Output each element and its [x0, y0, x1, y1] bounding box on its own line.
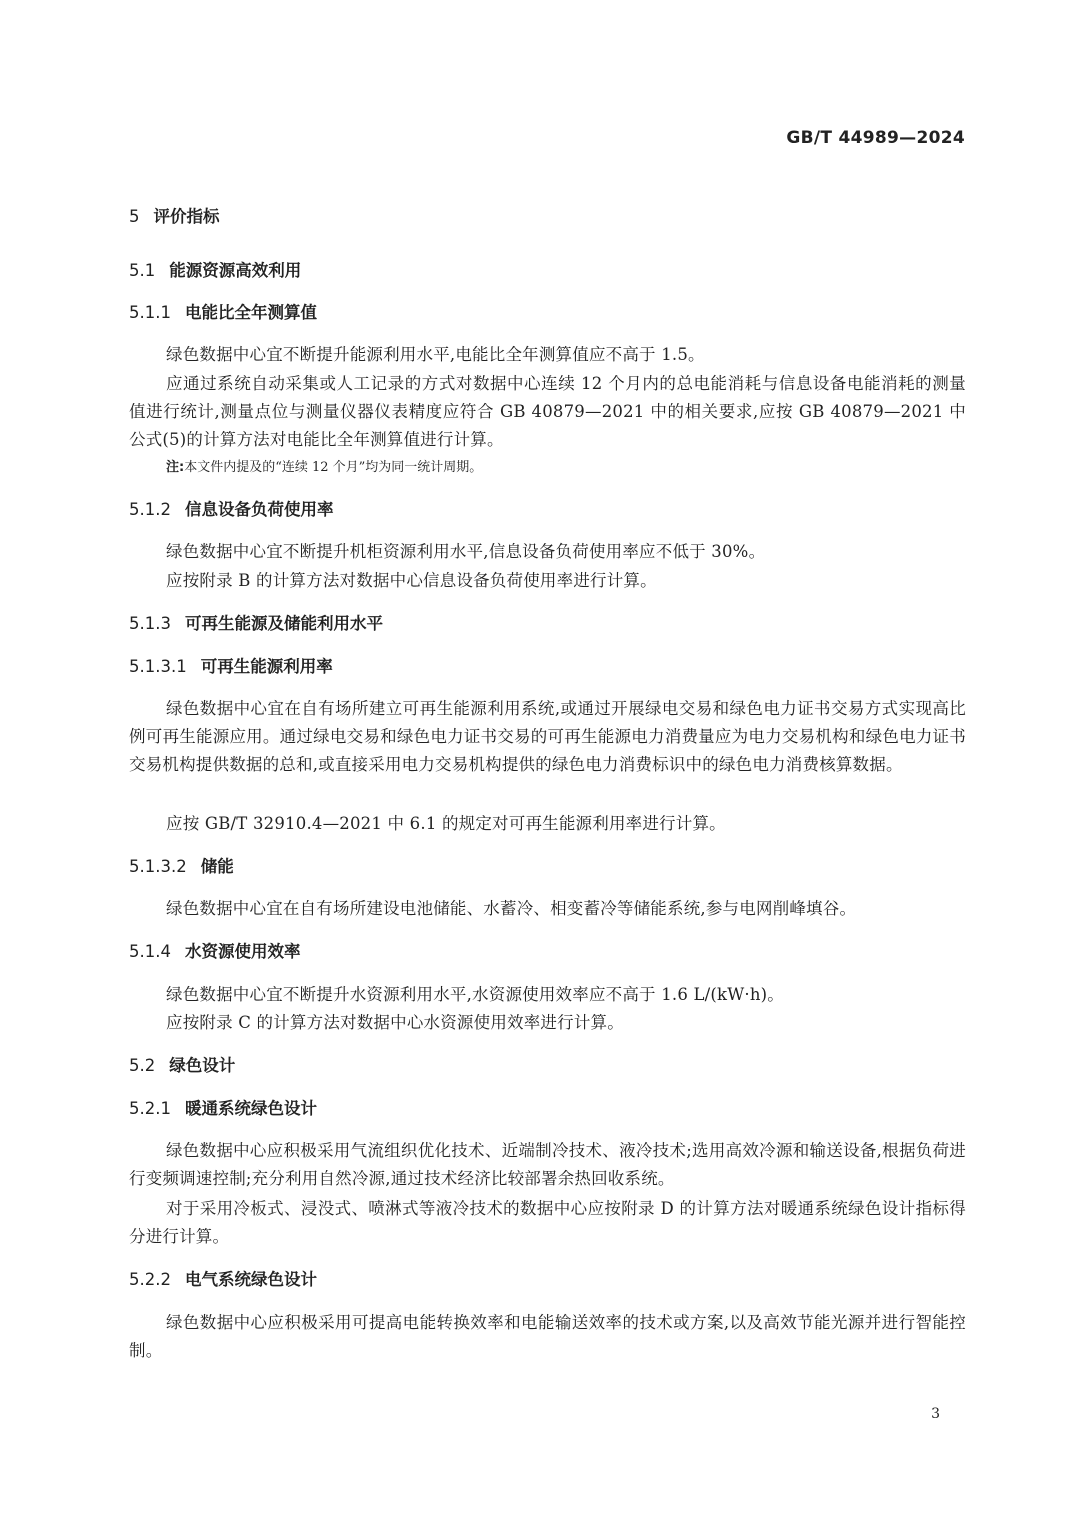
heading-number: 5.1.3 [129, 614, 171, 633]
heading-title: 储能 [200, 857, 234, 876]
heading-title: 可再生能源利用率 [200, 657, 333, 676]
heading-number: 5.1.2 [129, 500, 171, 519]
paragraph: 应通过系统自动采集或人工记录的方式对数据中心连续 12 个月内的总电能消耗与信息设备电能消耗的测量值进行统计,测量点位与测量仪器仪表精度应符合 GB 40879—2021 中的相关要求,应按 GB 40879—2021 中公式(5)的计算方法对电能比全年测算值进行计算。 [129, 374, 966, 449]
heading-title: 电气系统绿色设计 [184, 1270, 317, 1289]
heading-number: 5.1.3.2 [129, 857, 187, 876]
heading-5-1-3 [129, 614, 966, 634]
heading-title: 评价指标 [153, 207, 220, 226]
document-code: GB/T 44989—2024 [786, 128, 965, 148]
heading-title: 信息设备负荷使用率 [184, 500, 334, 519]
heading-5-2-2 [129, 1270, 966, 1290]
paragraph: 绿色数据中心宜不断提升水资源利用水平,水资源使用效率应不高于 1.6 L/(kW·h)。 [166, 985, 784, 1004]
heading-5-1-2 [129, 500, 966, 520]
heading-number: 5 [129, 207, 140, 226]
heading-number: 5.2 [129, 1056, 156, 1075]
heading-5-2-1 [129, 1099, 966, 1119]
heading-number: 5.1.4 [129, 942, 171, 961]
heading-number: 5.1 [129, 261, 156, 280]
paragraph: 绿色数据中心宜不断提升能源利用水平,电能比全年测算值应不高于 1.5。 [166, 345, 705, 364]
heading-5 [129, 207, 966, 227]
heading-5-1-4 [129, 942, 966, 962]
paragraph: 绿色数据中心宜不断提升机柜资源利用水平,信息设备负荷使用率应不低于 30%。 [166, 542, 766, 561]
paragraph: 绿色数据中心宜在自有场所建立可再生能源利用系统,或通过开展绿电交易和绿色电力证书交易方式实现高比例可再生能源应用。通过绿电交易和绿色电力证书交易的可再生能源电力消费量应为电力交易机构和绿色电力证书交易机构提供数据的总和,或直接采用电力交易机构提供的绿色电力消费标识中的绿色电力消费核算数据。 [129, 699, 966, 774]
heading-title: 能源资源高效利用 [169, 261, 302, 280]
note [129, 458, 1003, 478]
heading-5-1-3-2 [129, 857, 966, 877]
heading-5-1-3-1 [129, 657, 966, 677]
heading-number: 5.1.3.1 [129, 657, 187, 676]
heading-title: 电能比全年测算值 [184, 303, 317, 322]
heading-number: 5.2.2 [129, 1270, 171, 1289]
paragraph: 应按附录 C 的计算方法对数据中心水资源使用效率进行计算。 [166, 1013, 624, 1032]
heading-title: 水资源使用效率 [184, 942, 301, 961]
note-text: 本文件内提及的“连续 12 个月”均为同一统计周期。 [184, 460, 483, 475]
paragraph: 绿色数据中心宜在自有场所建设电池储能、水蓄冷、相变蓄冷等储能系统,参与电网削峰填谷。 [166, 899, 857, 918]
heading-title: 暖通系统绿色设计 [184, 1099, 317, 1118]
paragraph: 绿色数据中心应积极采用气流组织优化技术、近端制冷技术、液冷技术;选用高效冷源和输送设备,根据负荷进行变频调速控制;充分利用自然冷源,通过技术经济比较部署余热回收系统。 [129, 1141, 966, 1188]
heading-number: 5.1.1 [129, 303, 171, 322]
heading-5-1-1 [129, 303, 966, 323]
heading-5-1 [129, 261, 966, 281]
heading-title: 绿色设计 [169, 1056, 236, 1075]
heading-title: 可再生能源及储能利用水平 [184, 614, 383, 633]
note-label: 注: [166, 460, 185, 475]
paragraph: 对于采用冷板式、浸没式、喷淋式等液冷技术的数据中心应按附录 D 的计算方法对暖通系统绿色设计指标得分进行计算。 [129, 1199, 966, 1246]
heading-5-2 [129, 1056, 966, 1076]
paragraph: 应按 GB/T 32910.4—2021 中 6.1 的规定对可再生能源利用率进行计算。 [166, 814, 726, 833]
paragraph: 应按附录 B 的计算方法对数据中心信息设备负荷使用率进行计算。 [166, 571, 657, 590]
page-number: 3 [931, 1406, 940, 1422]
paragraph: 绿色数据中心应积极采用可提高电能转换效率和电能输送效率的技术或方案,以及高效节能光源并进行智能控制。 [129, 1313, 966, 1360]
heading-number: 5.2.1 [129, 1099, 171, 1118]
